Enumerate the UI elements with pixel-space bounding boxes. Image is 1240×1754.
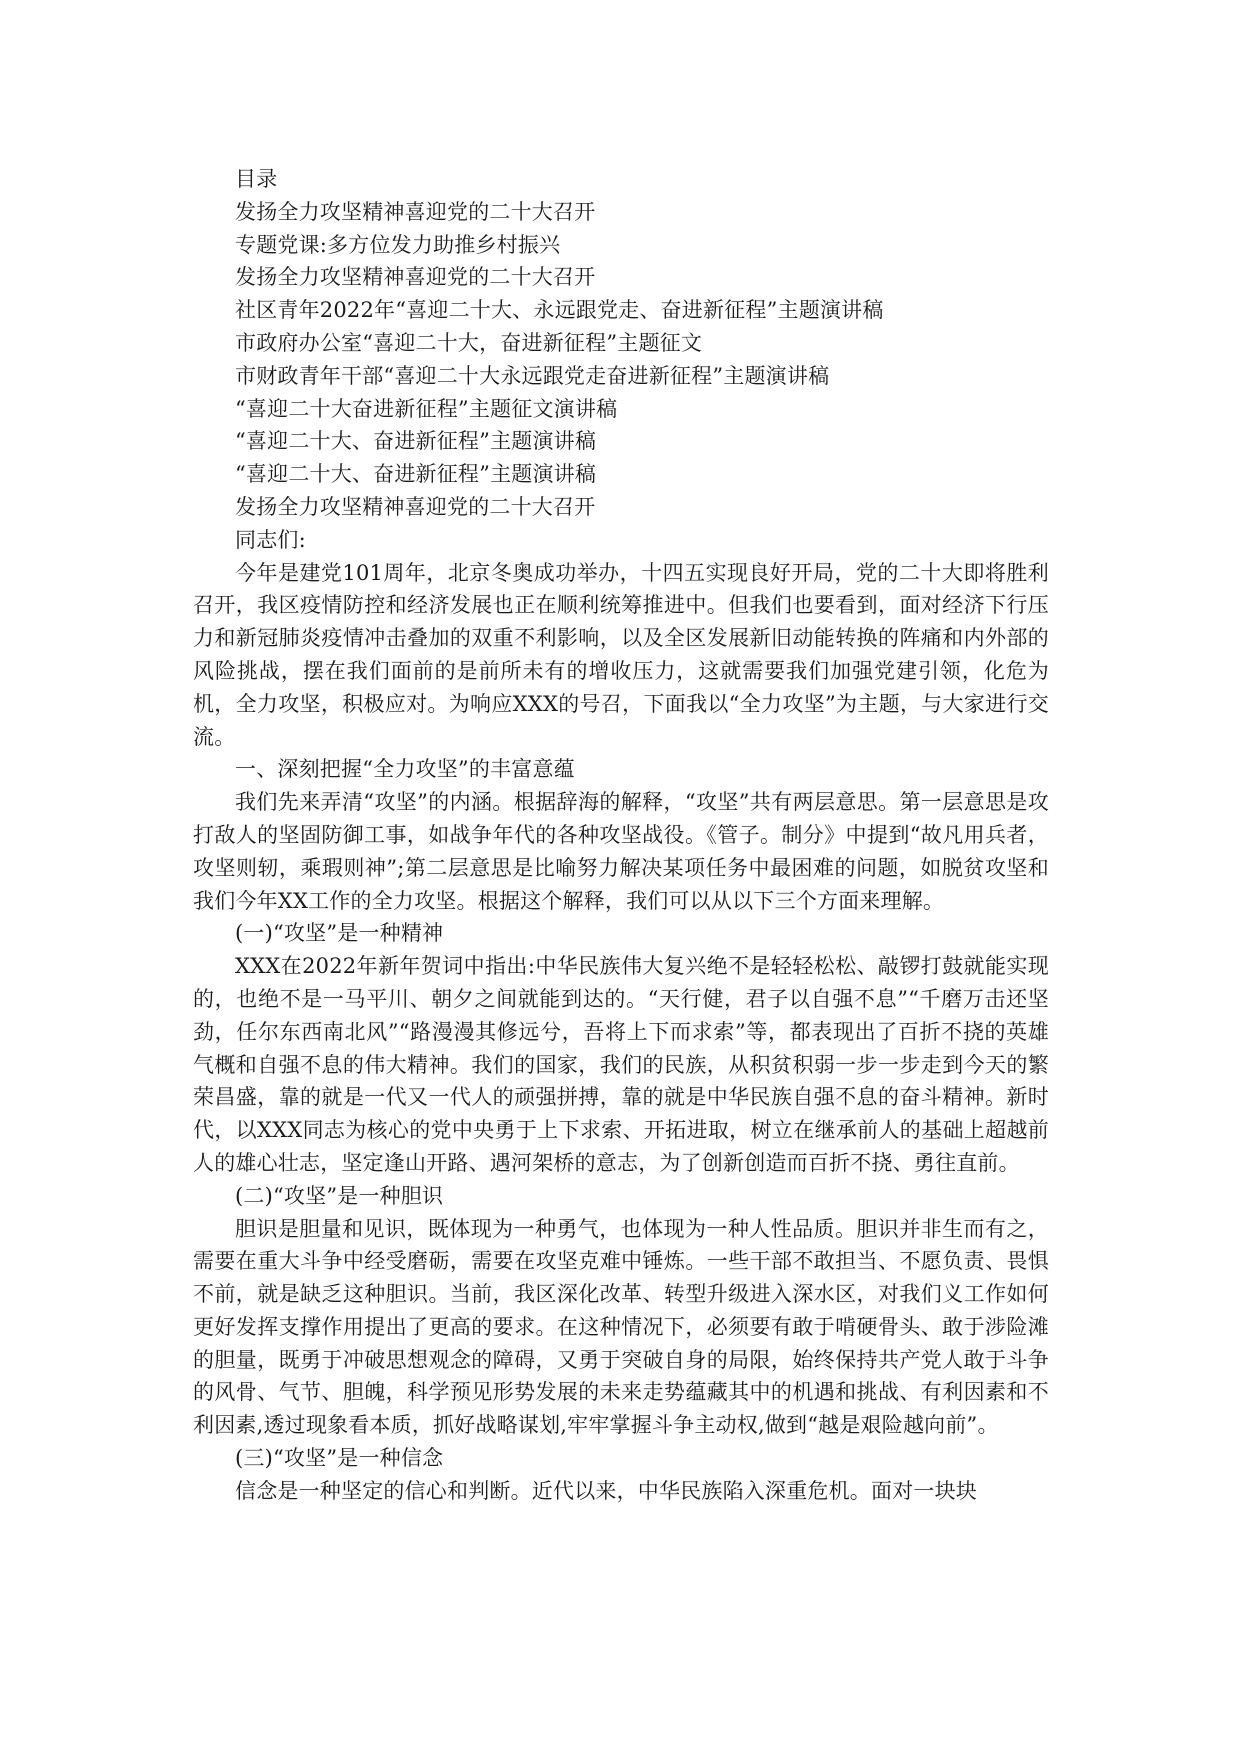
toc-item: 发扬全力攻坚精神喜迎党的二十大召开 [235, 265, 596, 290]
toc-item: “喜迎二十大、奋进新征程”主题演讲稿 [235, 429, 597, 454]
toc-item: “喜迎二十大奋进新征程”主题征文演讲稿 [235, 396, 618, 421]
article-title: 发扬全力攻坚精神喜迎党的二十大召开 [235, 494, 596, 519]
document-body [193, 163, 1049, 1508]
toc-item: “喜迎二十大、奋进新征程”主题演讲稿 [235, 462, 597, 487]
section-heading-1: 一、深刻把握“全力攻坚”的丰富意蕴 [235, 757, 575, 782]
paragraph-spirit: XXX在2022年新年贺词中指出:中华民族伟大复兴绝不是轻轻松松、敲锣打鼓就能实现的，也绝不是一马平川、朝夕之间就能到达的。“天行健，君子以自强不息”“千磨万击还坚劲，任尔东西南北风”“路漫漫其修远兮，吾将上下而求索”等，都表现出了百折不挠的英雄气概和自强不息的伟大精神。我们的国家，我们的民族，从积贫积弱一步一步走到今天的繁荣昌盛，靠的就是一代又一代人的顽强拼搏，靠的就是中华民族自强不息的奋斗精神。新时代，以XXX同志为核心的党中央勇于上下求索、开拓进取，树立在继承前人的基础上超越前人的雄心壮志，坚定逢山开路、遇河架桥的意志，为了创新创造而百折不挠、勇往直前。 [193, 954, 1049, 1175]
toc-item: 社区青年2022年“喜迎二十大、永远跟党走、奋进新征程”主题演讲稿 [235, 298, 884, 323]
subsection-heading-spirit: (一)“攻坚”是一种精神 [235, 921, 444, 946]
paragraph-intro: 今年是建党101周年，北京冬奥成功举办，十四五实现良好开局，党的二十大即将胜利召开，我区疫情防控和经济发展也正在顺利统筹推进中。但我们也要看到，面对经济下行压力和新冠肺炎疫情冲击叠加的双重不利影响，以及全区发展新旧动能转换的阵痛和内外部的风险挑战，摆在我们面前的是前所未有的增收压力，这就需要我们加强党建引领，化危为机，全力攻坚，积极应对。为响应XXX的号召，下面我以“全力攻坚”为主题，与大家进行交流。 [193, 560, 1049, 749]
toc-item: 市财政青年干部“喜迎二十大永远跟党走奋进新征程”主题演讲稿 [235, 363, 830, 388]
toc-heading: 目录 [235, 167, 278, 191]
subsection-heading-courage: (二)“攻坚”是一种胆识 [235, 1183, 444, 1208]
paragraph-meaning: 我们先来弄清“攻坚”的内涵。根据辞海的解释，“攻坚”共有两层意思。第一层意思是攻打敌人的坚固防御工事，如战争年代的各种攻坚战役。《管子。制分》中提到“故凡用兵者，攻坚则轫，乘瑕则神”;第二层意思是比喻努力解决某项任务中最困难的问题，如脱贫攻坚和我们今年XX工作的全力攻坚。根据这个解释，我们可以从以下三个方面来理解。 [193, 790, 1049, 913]
subsection-heading-belief: (三)“攻坚”是一种信念 [235, 1446, 444, 1471]
toc-item: 发扬全力攻坚精神喜迎党的二十大召开 [235, 199, 596, 224]
greeting: 同志们: [235, 527, 306, 552]
toc-item: 专题党课:多方位发力助推乡村振兴 [235, 232, 561, 257]
toc-item: 市政府办公室“喜迎二十大，奋进新征程”主题征文 [235, 330, 703, 355]
paragraph-belief: 信念是一种坚定的信心和判断。近代以来，中华民族陷入深重危机。面对一块块 [235, 1478, 977, 1503]
paragraph-courage: 胆识是胆量和见识，既体现为一种勇气，也体现为一种人性品质。胆识并非生而有之，需要在重大斗争中经受磨砺，需要在攻坚克难中锤炼。一些干部不敢担当、不愿负责、畏惧不前，就是缺乏这种胆识。当前，我区深化改革、转型升级进入深水区，对我们义工作如何更好发挥支撑作用提出了更高的要求。在这种情况下，必须要有敢于啃硬骨头、敢于涉险滩的胆量，既勇于冲破思想观念的障碍，又勇于突破自身的局限，始终保持共产党人敢于斗争的风骨、气节、胆魄，科学预见形势发展的未来走势蕴藏其中的机遇和挑战、有利因素和不利因素,透过现象看本质，抓好战略谋划,牢牢掌握斗争主动权,做到“越是艰险越向前”。 [193, 1216, 1049, 1438]
